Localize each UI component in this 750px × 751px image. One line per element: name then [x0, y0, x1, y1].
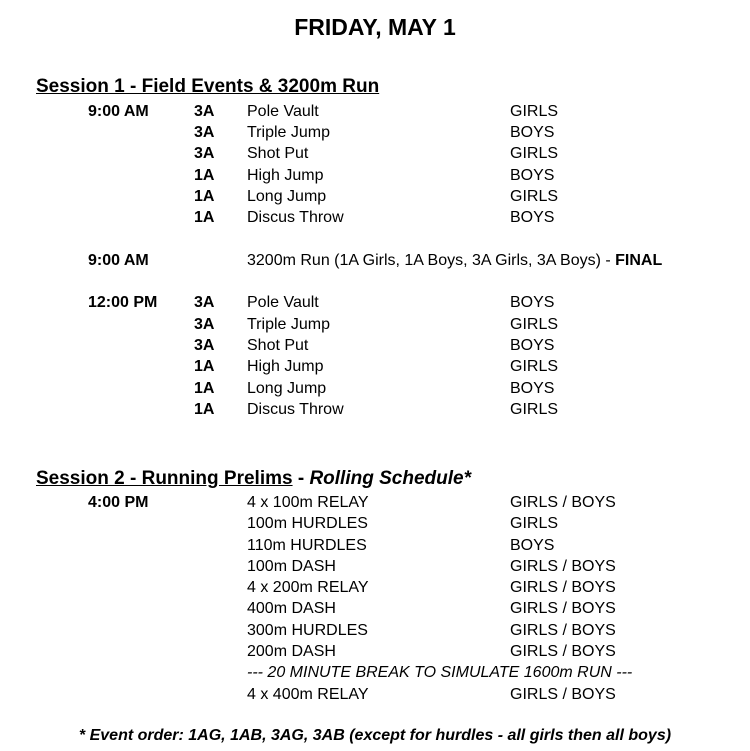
event-description	[247, 250, 662, 271]
final-label: FINAL	[615, 252, 663, 269]
schedule-row	[0, 577, 750, 598]
event-label: 300m HURDLES	[247, 622, 368, 639]
time-label: 4:00 PM	[88, 494, 149, 511]
gender-label: BOYS	[510, 380, 555, 397]
gender-label: GIRLS	[510, 358, 559, 375]
schedule-row	[0, 292, 750, 313]
event-label: High Jump	[247, 167, 324, 184]
gender-label: GIRLS	[510, 188, 559, 205]
event-label: Discus Throw	[247, 401, 344, 418]
time-label: 9:00 AM	[88, 103, 149, 120]
session-2-heading-text: Session 2 - Running Prelims	[36, 468, 293, 489]
event-label: Shot Put	[247, 145, 309, 162]
schedule-row	[0, 314, 750, 335]
break-note: --- 20 MINUTE BREAK TO SIMULATE 1600m RUN ---	[247, 664, 633, 681]
gender-label: BOYS	[510, 294, 555, 311]
class-label: 1A	[194, 209, 215, 226]
schedule-row	[0, 399, 750, 420]
gender-label: GIRLS	[510, 103, 559, 120]
session-1-heading	[36, 76, 379, 98]
class-label: 3A	[194, 316, 215, 333]
gender-label: GIRLS	[510, 145, 559, 162]
schedule-row	[0, 513, 750, 534]
class-label: 1A	[194, 188, 215, 205]
event-label: 110m HURDLES	[247, 537, 367, 554]
gender-label: GIRLS	[510, 401, 559, 418]
heading-separator: -	[292, 468, 310, 489]
event-label: Triple Jump	[247, 124, 330, 141]
schedule-row	[0, 620, 750, 641]
schedule-row	[0, 143, 750, 164]
time-label: 9:00 AM	[88, 252, 149, 269]
gender-label: BOYS	[510, 167, 555, 184]
gender-label: BOYS	[510, 337, 555, 354]
class-label: 3A	[194, 145, 215, 162]
schedule-row	[0, 378, 750, 399]
event-label: 400m DASH	[247, 600, 336, 617]
schedule-row	[0, 492, 750, 513]
schedule-row	[0, 335, 750, 356]
schedule-row	[0, 101, 750, 122]
schedule-row	[0, 556, 750, 577]
gender-label: BOYS	[510, 209, 555, 226]
gender-label: GIRLS / BOYS	[510, 686, 616, 703]
time-label: 12:00 PM	[88, 294, 158, 311]
gender-label: BOYS	[510, 124, 555, 141]
schedule-row	[0, 356, 750, 377]
event-label: High Jump	[247, 358, 324, 375]
event-label: Triple Jump	[247, 316, 330, 333]
event-label: Long Jump	[247, 380, 327, 397]
session-1-heading-text: Session 1 - Field Events & 3200m Run	[36, 76, 380, 97]
class-label: 1A	[194, 167, 215, 184]
event-label: 4 x 200m RELAY	[247, 579, 369, 596]
event-label: 4 x 100m RELAY	[247, 494, 369, 511]
class-label: 1A	[194, 380, 215, 397]
class-label: 3A	[194, 337, 215, 354]
event-label: Discus Throw	[247, 209, 344, 226]
gender-label: GIRLS / BOYS	[510, 558, 616, 575]
event-label: Pole Vault	[247, 294, 319, 311]
schedule-row	[0, 535, 750, 556]
schedule-row	[0, 207, 750, 228]
break-note-row	[0, 662, 750, 683]
schedule-row	[0, 122, 750, 143]
event-label: 100m DASH	[247, 558, 336, 575]
schedule-row-3200m	[0, 250, 750, 271]
gender-label: GIRLS / BOYS	[510, 622, 616, 639]
class-label: 1A	[194, 401, 215, 418]
session-2-heading	[36, 468, 471, 490]
event-text: 3200m Run (1A Girls, 1A Boys, 3A Girls, 3A Boys) -	[247, 252, 616, 269]
schedule-row	[0, 684, 750, 705]
page-title: FRIDAY, MAY 1	[294, 14, 456, 40]
event-label: 100m HURDLES	[247, 515, 368, 532]
class-label: 3A	[194, 124, 215, 141]
event-label: Shot Put	[247, 337, 309, 354]
schedule-row	[0, 598, 750, 619]
schedule-row	[0, 186, 750, 207]
gender-label: GIRLS / BOYS	[510, 600, 616, 617]
event-label: Pole Vault	[247, 103, 319, 120]
schedule-row	[0, 641, 750, 662]
class-label: 1A	[194, 358, 215, 375]
event-order-footnote: * Event order: 1AG, 1AB, 3AG, 3AB (except for hurdles - all girls then all boys)	[78, 727, 672, 744]
event-label: 4 x 400m RELAY	[247, 686, 369, 703]
event-label: Long Jump	[247, 188, 327, 205]
schedule-row	[0, 165, 750, 186]
class-label: 3A	[194, 294, 215, 311]
gender-label: GIRLS	[510, 316, 559, 333]
gender-label: BOYS	[510, 537, 555, 554]
gender-label: GIRLS	[510, 515, 559, 532]
gender-label: GIRLS / BOYS	[510, 494, 616, 511]
rolling-schedule-label: Rolling Schedule*	[309, 468, 471, 489]
gender-label: GIRLS / BOYS	[510, 579, 616, 596]
class-label: 3A	[194, 103, 215, 120]
gender-label: GIRLS / BOYS	[510, 643, 616, 660]
event-label: 200m DASH	[247, 643, 336, 660]
